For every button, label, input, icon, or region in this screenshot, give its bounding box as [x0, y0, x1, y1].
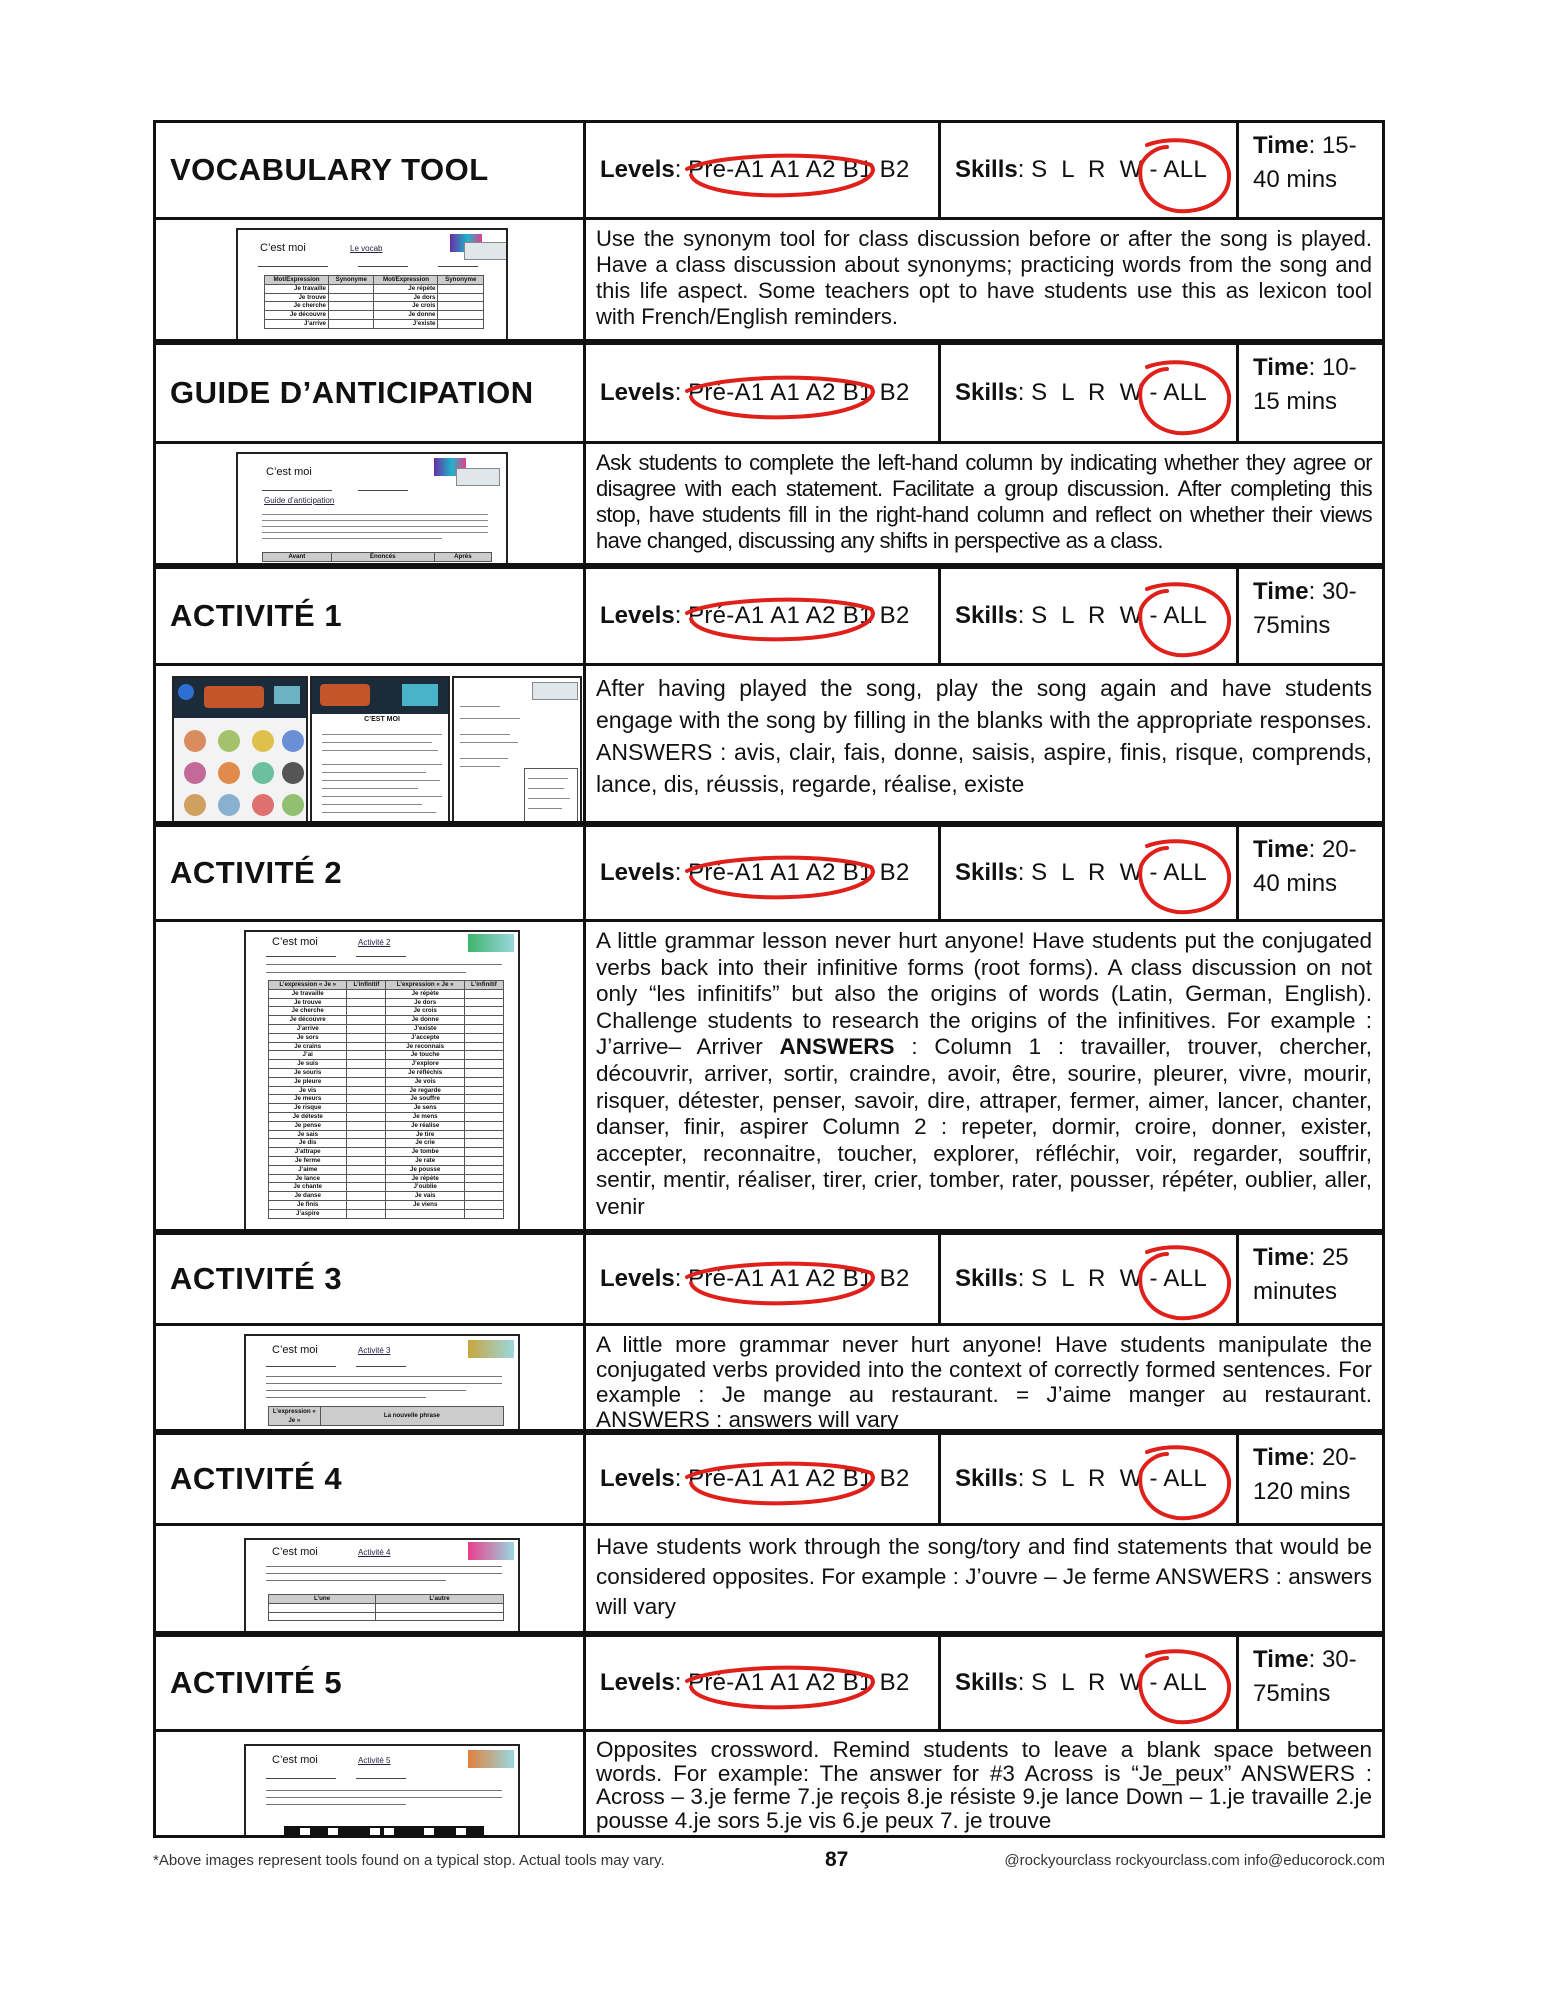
thumb-title: C’est moi: [272, 1546, 318, 1558]
levels-label: Levels: [600, 859, 675, 886]
time-cell: Time: 30-75mins: [1253, 578, 1357, 639]
thumb-title: C’est moi: [272, 1344, 318, 1356]
thumb-subtitle: Activité 2: [358, 938, 391, 947]
text-line: [266, 1797, 502, 1798]
table-row: Je ferme Je rate: [269, 1156, 504, 1165]
thumbnail-cell: [156, 1326, 586, 1429]
table-row: J’aime Je pousse: [269, 1165, 504, 1174]
table-row: Je crains Je reconnais: [269, 1042, 504, 1051]
section-title: ACTIVITÉ 1: [156, 569, 586, 663]
time-cell: Time: 10-15 mins: [1253, 354, 1357, 415]
act1-thumbnail-c: [452, 676, 582, 821]
text-line: [322, 804, 422, 805]
date-line: [356, 1778, 406, 1779]
skills-label: Skills: [955, 1265, 1018, 1292]
period-line: [438, 266, 478, 267]
thumb-subtitle: Activité 3: [358, 1346, 391, 1355]
levels-cell: Levels : Pré-A1 A1 A2 B1 B2: [586, 123, 941, 217]
person-icon: [184, 730, 206, 752]
text-line: [266, 1573, 502, 1574]
table-row: Je découvre Je donne: [269, 1016, 504, 1025]
logo-icon: [274, 686, 300, 704]
skills-label: Skills: [955, 1465, 1018, 1492]
crossword-grid-icon: [284, 1826, 484, 1835]
date-line: [358, 490, 408, 491]
text-line: [528, 788, 564, 789]
time-value: 15-40 mins: [1253, 132, 1357, 193]
table-row: Je meurs Je souffre: [269, 1095, 504, 1104]
section-body: [153, 666, 1385, 824]
table-row: Je déteste Je mens: [269, 1112, 504, 1121]
section-header: [153, 824, 1385, 922]
skills-cell: Skills : S L R W - ALL: [941, 1235, 1239, 1323]
text-line: [266, 1580, 446, 1581]
thumb-title: C’est moi: [266, 466, 312, 478]
section-header: [153, 566, 1385, 666]
section-body: [153, 922, 1385, 1232]
section-description: Ask students to complete the left-hand column by indicating whether they agree or disagree with each statement. Facilitate a group discussion. After completing this stop, have students fill in the right-hand column and reflect on whether their views have changed, discussing any shifts in perspective as a class.: [596, 450, 1372, 553]
levels-cell: Levels : Pré-A1 A1 A2 B1 B2: [586, 1235, 941, 1323]
page-footer: [153, 1848, 1385, 1882]
levels-value: Pré-A1 A1 A2 B1 B2: [688, 1465, 910, 1492]
skills-cell: Skills : S L R W - ALL: [941, 345, 1239, 441]
skills-value: S L R W - ALL: [1031, 379, 1208, 406]
page-number: 87: [825, 1848, 849, 1871]
text-line: [262, 514, 488, 515]
text-line: [322, 734, 442, 735]
thumbnail-cell: [156, 444, 586, 563]
thumb-title: C’est moi: [272, 936, 318, 948]
person-icon: [252, 794, 274, 816]
section-body: [153, 220, 1385, 342]
person-icon: [282, 762, 304, 784]
levels-value: Pré-A1 A1 A2 B1 B2: [688, 859, 910, 886]
thumbnail-cell: [156, 666, 586, 821]
section-header: [153, 1432, 1385, 1526]
text-line: [262, 538, 442, 539]
table-row: Je risque Je sens: [269, 1104, 504, 1113]
guide-thumbnail: [236, 452, 508, 563]
levels-cell: Levels : Pré-A1 A1 A2 B1 B2: [586, 569, 941, 663]
levels-label: Levels: [600, 1265, 675, 1292]
act5-thumbnail: [244, 1744, 520, 1835]
skills-label: Skills: [955, 859, 1018, 886]
desc-text: : Column 1 : travailler, trouver, chercher, découvrir, arriver, sortir, craindre, avoir, être, sourire, pleurer, vivre, mourir, risquer, détester, penser, savoir, dire, attraper, fermer, aimer, lancer, chanter, danser, finir, aspirer Column 2 : repeter, dormir, croire, donner, exister, accepter, reconnaitre, toucher, explorer, réfléchir, voir, regarder, souffrir, sentir, mentir, réaliser, tirer, crier, tomber, rater, pousser, répéter, oublier, aller, venir: [596, 1034, 1372, 1219]
table-row: Je trouve Je dors: [269, 998, 504, 1007]
skills-value: S L R W - ALL: [1031, 1669, 1208, 1696]
table-row: J’arrive J’existe: [269, 1024, 504, 1033]
time-cell: Time: 25 minutes: [1253, 1244, 1349, 1305]
table-row: Je suis J’explore: [269, 1060, 504, 1069]
act1-thumbnail-a: [172, 676, 308, 821]
table-row: Je vis Je regarde: [269, 1086, 504, 1095]
skills-label: Skills: [955, 1669, 1018, 1696]
section-description: A little more grammar never hurt anyone! Have students manipulate the conjugated verbs provided into the context of correctly formed sentences. For example : Je mange au restaurant. = J’aime manger au restaurant. ANSWERS : answers will vary: [596, 1332, 1372, 1432]
section-header: [153, 1232, 1385, 1326]
text-line: [460, 742, 518, 743]
date-line: [356, 1366, 406, 1367]
thumbnail-cell: [156, 1526, 586, 1631]
date-line: [358, 266, 408, 267]
desc-text: A little grammar lesson never hurt anyone! Have students put the conjugated verbs back into their infinitive forms (root forms). A class discussion on not only “les infinitifs” but also the origins of words (Latin, German, English). Challenge students to research the origins of the infinitives. For example : J’arrive– Arriver: [596, 928, 1372, 1060]
skills-label: Skills: [955, 156, 1018, 183]
name-line: [262, 490, 332, 491]
levels-value: Pré-A1 A1 A2 B1 B2: [688, 156, 910, 183]
thumb-title: C’EST MOI: [364, 716, 400, 723]
text-line: [322, 780, 440, 781]
section-description: [586, 922, 1382, 1229]
text-line: [262, 532, 488, 533]
time-cell: Time: 20-40 mins: [1253, 836, 1357, 897]
thumb-subtitle: Activité 4: [358, 1548, 391, 1557]
text-line: [528, 778, 568, 779]
table-row: Je souris Je réfléchis: [269, 1068, 504, 1077]
time-value: 20-120 mins: [1253, 1444, 1357, 1505]
skills-value: S L R W - ALL: [1031, 602, 1208, 629]
time-value: 25 minutes: [1253, 1244, 1349, 1305]
text-line: [460, 706, 500, 707]
time-value: 30-75mins: [1253, 1646, 1357, 1707]
person-icon: [218, 762, 240, 784]
levels-value: Pré-A1 A1 A2 B1 B2: [688, 1265, 910, 1292]
person-icon: [218, 794, 240, 816]
thumb-subtitle: Activité 5: [358, 1756, 391, 1765]
name-line: [266, 1778, 336, 1779]
text-line: [460, 718, 520, 719]
section-body: [153, 1732, 1385, 1838]
section-title: ACTIVITÉ 4: [156, 1435, 586, 1523]
qr-icon: [532, 682, 578, 700]
text-line: [322, 812, 436, 813]
section-header: [153, 120, 1385, 220]
time-cell: Time: 15-40 mins: [1253, 132, 1357, 193]
word-bank-box: [524, 768, 578, 821]
skills-value: S L R W - ALL: [1031, 859, 1208, 886]
levels-label: Levels: [600, 1669, 675, 1696]
skills-value: S L R W - ALL: [1031, 1265, 1208, 1292]
table-row: Je travaille Je répète: [269, 989, 504, 998]
levels-value: Pré-A1 A1 A2 B1 B2: [688, 379, 910, 406]
footer-links: @rockyourclass rockyourclass.com info@educorock.com: [1004, 1852, 1385, 1869]
table-row: Je danse Je vais: [269, 1192, 504, 1201]
text-line: [528, 798, 570, 799]
levels-cell: Levels : Pré-A1 A1 A2 B1 B2: [586, 1435, 941, 1523]
thumbnail-cell: [156, 1732, 586, 1835]
text-line: [266, 1397, 426, 1398]
qr-icon: [456, 468, 500, 486]
text-line: [322, 750, 438, 751]
name-line: [258, 266, 328, 267]
levels-value: Pré-A1 A1 A2 B1 B2: [688, 1669, 910, 1696]
section-body: [153, 444, 1385, 566]
logo-icon: [402, 684, 438, 706]
table-row: J’aspire: [269, 1209, 504, 1218]
levels-cell: Levels : Pré-A1 A1 A2 B1 B2: [586, 1637, 941, 1729]
table-row: Je sais Je tire: [269, 1130, 504, 1139]
text-line: [266, 972, 466, 973]
skills-cell: Skills : S L R W - ALL: [941, 827, 1239, 919]
logo-icon: [468, 1750, 514, 1768]
table-row: Je finis Je viens: [269, 1200, 504, 1209]
table-row: Je chante J’oublie: [269, 1183, 504, 1192]
thumb-title: C’est moi: [260, 242, 306, 254]
thumb-subtitle: Guide d’anticipation: [264, 496, 335, 505]
person-icon: [218, 730, 240, 752]
text-line: [460, 766, 500, 767]
levels-label: Levels: [600, 602, 675, 629]
levels-cell: Levels : Pré-A1 A1 A2 B1 B2: [586, 345, 941, 441]
skills-cell: Skills : S L R W - ALL: [941, 569, 1239, 663]
vocab-table: Mot/Expression Synonyme Mot/Expression Synonyme Je travaille Je répète Je trouve Je dors Je cherche Je crois Je découvre Je donne J’arrive J’existe: [264, 275, 484, 329]
table-row: J’attrape Je tombe: [269, 1148, 504, 1157]
text-line: [322, 772, 426, 773]
time-label: Time: [1253, 1244, 1309, 1271]
time-label: Time: [1253, 836, 1309, 863]
levels-label: Levels: [600, 156, 675, 183]
time-cell: Time: 20-120 mins: [1253, 1444, 1357, 1505]
thumbnail-cell: [156, 922, 586, 1229]
logo-icon: [468, 1542, 514, 1560]
time-label: Time: [1253, 1444, 1309, 1471]
act2-table: L’expression « Je » L’infinitif L’expression « Je » L’infinitif Je travaille Je répète Je trouve Je dors Je cherche Je crois Je découvre Je donne J’arrive J’existe Je sors J’accepte Je crains Je reconnais J’ai Je touche Je suis J’explore Je souris Je réfléchis Je pleure Je vois Je vis Je regarde Je meurs Je souffre Je risque Je sens Je déteste Je mens Je pense Je réalise Je sais Je tire Je dis Je crie J’attrape Je tombe Je ferme Je rate J’aime Je pousse Je lance Je répète Je chante J’oublie Je danse Je vais Je finis Je viens J’aspire: [268, 980, 504, 1219]
person-icon: [252, 762, 274, 784]
footer-note: *Above images represent tools found on a typical stop. Actual tools may vary.: [153, 1852, 665, 1869]
skills-label: Skills: [955, 379, 1018, 406]
person-icon: [282, 730, 304, 752]
skills-value: S L R W - ALL: [1031, 156, 1208, 183]
text-line: [266, 1804, 406, 1805]
text-line: [266, 1390, 466, 1391]
section-description: Have students work through the song/tory and find statements that would be considered opposites. For example : J’ouvre – Je ferme ANSWERS : answers will vary: [596, 1534, 1372, 1619]
thumb-subtitle: Le vocab: [350, 244, 383, 253]
time-cell: Time: 30-75mins: [1253, 1646, 1357, 1707]
person-icon: [282, 794, 304, 816]
text-line: [266, 964, 502, 965]
table-row: Je cherche Je crois: [269, 1007, 504, 1016]
levels-cell: Levels : Pré-A1 A1 A2 B1 B2: [586, 827, 941, 919]
name-line: [266, 956, 336, 957]
time-value: 20-40 mins: [1253, 836, 1357, 897]
time-label: Time: [1253, 578, 1309, 605]
time-value: 30-75mins: [1253, 578, 1357, 639]
section-description: Use the synonym tool for class discussion before or after the song is played. Have a class discussion about synonyms; practicing words from the song and this life aspect. Some teachers opt to have students use this as lexicon tool with French/English reminders.: [596, 226, 1372, 329]
levels-value: Pré-A1 A1 A2 B1 B2: [688, 602, 910, 629]
logo-icon: [468, 1340, 514, 1358]
guitar-icon: [320, 684, 370, 706]
act1-thumbnail-b: [310, 676, 450, 821]
person-icon: [252, 730, 274, 752]
section-header: [153, 342, 1385, 444]
section-body: [153, 1526, 1385, 1634]
text-line: [266, 1566, 502, 1567]
person-icon: [184, 794, 206, 816]
text-line: [322, 764, 442, 765]
table-row: Je sors J’accepte: [269, 1033, 504, 1042]
table-row: Je dis Je crie: [269, 1139, 504, 1148]
text-line: [528, 808, 562, 809]
text-line: [322, 788, 418, 789]
text-line: [262, 526, 488, 527]
guitar-icon: [204, 686, 264, 708]
text-line: [266, 1790, 502, 1791]
date-line: [356, 956, 406, 957]
time-label: Time: [1253, 1646, 1309, 1673]
name-line: [266, 1366, 336, 1367]
skills-value: S L R W - ALL: [1031, 1465, 1208, 1492]
thumb-title: C’est moi: [272, 1754, 318, 1766]
act3-table: L’expression « Je » La nouvelle phrase: [268, 1406, 504, 1426]
levels-label: Levels: [600, 379, 675, 406]
act4-table: L’une L’autre: [268, 1594, 504, 1621]
table-row: Je pleure Je vois: [269, 1077, 504, 1086]
vocab-thumbnail: [236, 228, 508, 339]
thumbnail-cell: [156, 220, 586, 339]
section-title: GUIDE D’ANTICIPATION: [156, 345, 586, 441]
text-line: [322, 742, 432, 743]
table-row: J’ai Je touche: [269, 1051, 504, 1060]
time-label: Time: [1253, 354, 1309, 381]
time-value: 10-15 mins: [1253, 354, 1357, 415]
section-title: VOCABULARY TOOL: [156, 123, 586, 217]
text-line: [266, 1383, 502, 1384]
section-header: [153, 1634, 1385, 1732]
act2-thumbnail: [244, 930, 520, 1229]
section-description: After having played the song, play the song again and have students engage with the song by filling in the blanks with the appropriate responses. ANSWERS : avis, clair, fais, donne, saisis, aspire, finis, risque, comprends, lance, dis, réussis, regarde, réalise, existe: [596, 675, 1372, 797]
text-line: [460, 734, 510, 735]
text-line: [266, 1376, 502, 1377]
answers-label: ANSWERS: [779, 1034, 895, 1060]
guide-table: Avant Énoncés Après: [262, 552, 492, 562]
text-line: [322, 796, 442, 797]
table-row: Je pense Je réalise: [269, 1121, 504, 1130]
section-title: ACTIVITÉ 2: [156, 827, 586, 919]
time-label: Time: [1253, 132, 1309, 159]
section-title: ACTIVITÉ 5: [156, 1637, 586, 1729]
skills-cell: Skills : S L R W - ALL: [941, 123, 1239, 217]
text-line: [460, 758, 508, 759]
section-body: [153, 1326, 1385, 1432]
person-icon: [184, 762, 206, 784]
skills-cell: Skills : S L R W - ALL: [941, 1637, 1239, 1729]
section-description: Opposites crossword. Remind students to leave a blank space between words. For example: The answer for #3 Across is “Je_peux” ANSWERS : Across – 3.je ferme 7.je reçois 8.je résiste 9.je lance Down – 1.je travaille 2.je pousse 4.je sors 5.je vis 6.je peux 7. je trouve: [596, 1737, 1372, 1833]
section-title: ACTIVITÉ 3: [156, 1235, 586, 1323]
levels-label: Levels: [600, 1465, 675, 1492]
table-row: Je lance Je répète: [269, 1174, 504, 1183]
skills-cell: Skills : S L R W - ALL: [941, 1435, 1239, 1523]
info-icon: [178, 684, 194, 700]
act4-thumbnail: [244, 1538, 520, 1631]
skills-label: Skills: [955, 602, 1018, 629]
qr-icon: [464, 242, 508, 260]
logo-icon: [468, 934, 514, 952]
text-line: [262, 520, 488, 521]
act3-thumbnail: [244, 1334, 520, 1429]
